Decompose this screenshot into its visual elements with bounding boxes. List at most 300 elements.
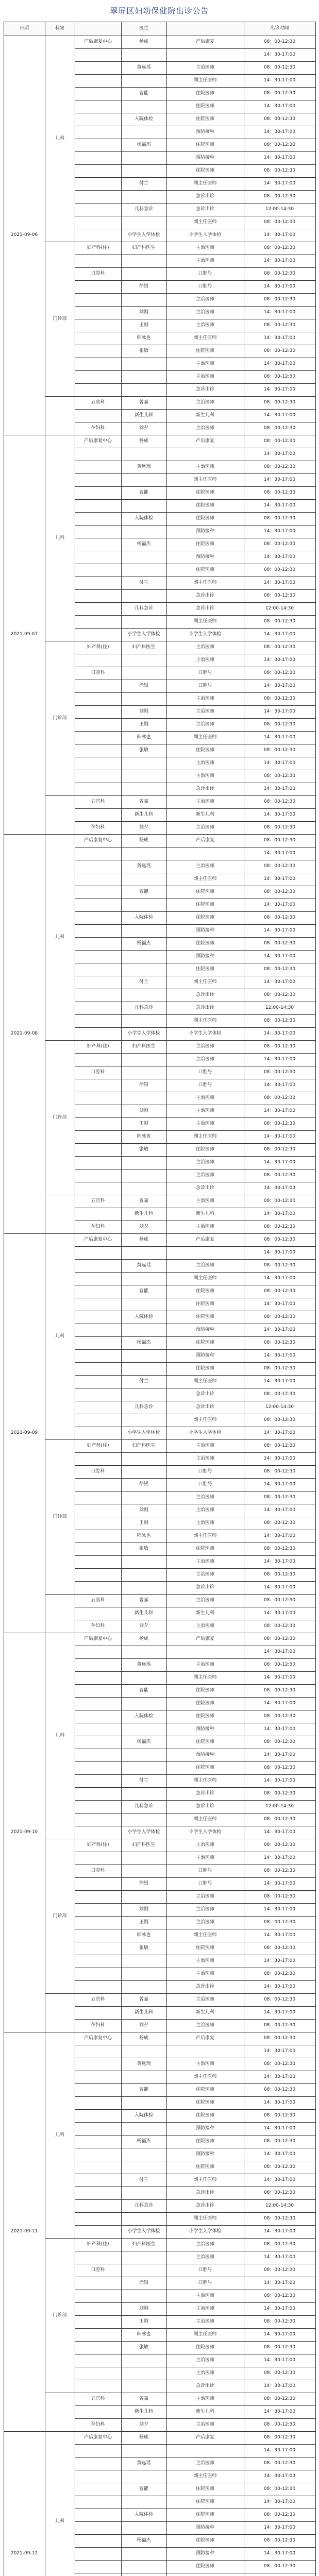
title-cell: 新生儿科	[166, 1208, 244, 1221]
time-cell: 14：30-17:00	[244, 358, 315, 371]
table-row	[4, 1440, 315, 1453]
time-cell	[244, 2573, 315, 2576]
title-cell: 口腔号	[166, 1066, 244, 1079]
doctor-cell: 杨福杰	[121, 139, 166, 152]
time-cell: 08：00-12:30	[244, 2432, 315, 2445]
time-cell: 08：00-12:30	[244, 822, 315, 835]
category-cell	[75, 2406, 121, 2419]
category-cell	[75, 1414, 121, 1427]
title-cell: 主治医师	[166, 1260, 244, 1273]
category-cell	[75, 2303, 121, 2316]
title-cell: 主治医师	[166, 1994, 244, 2007]
time-cell: 08：00-12:30	[244, 1041, 315, 1054]
title-cell: 主治医师	[166, 307, 244, 319]
doctor-cell: 徐银	[121, 680, 166, 693]
category-cell	[75, 1659, 121, 1672]
category-cell	[75, 307, 121, 319]
doctor-cell	[121, 2496, 166, 2509]
table-row	[4, 397, 315, 410]
title-cell: 主治医师	[166, 255, 244, 268]
doctor-cell: 杨成	[121, 1633, 166, 1646]
category-cell: 产后康复中心	[75, 36, 121, 49]
time-cell: 08：00-12:30	[244, 2419, 315, 2432]
dept-cell: 门诊部	[45, 641, 75, 796]
time-cell: 14：30-17:00	[244, 809, 315, 822]
doctor-cell	[121, 667, 166, 680]
doctor-cell	[121, 75, 166, 88]
time-cell: 08：00-12:30	[244, 2213, 315, 2226]
dept-cell: 儿科	[45, 835, 75, 1041]
doctor-cell: 王刚	[121, 1917, 166, 1929]
doctor-cell: 付兰	[121, 2174, 166, 2187]
doctor-cell	[121, 1324, 166, 1337]
title-cell: 住院医师	[166, 564, 244, 577]
category-cell	[75, 2496, 121, 2509]
table-row	[4, 1195, 315, 1208]
category-cell	[75, 2148, 121, 2161]
title-cell: 住院医师	[166, 113, 244, 126]
dept-cell	[45, 1595, 75, 1633]
title-cell: 主治医师	[166, 2290, 244, 2303]
title-cell: 主治医师	[166, 1221, 244, 1234]
title-cell: 主治医师	[166, 371, 244, 384]
category-cell	[75, 255, 121, 268]
doctor-cell	[121, 1968, 166, 1981]
title-cell: 急诊出诊	[166, 1002, 244, 1015]
table-row	[4, 2032, 315, 2045]
time-cell: 14：30-17:00	[244, 1105, 315, 1118]
category-cell	[75, 590, 121, 603]
doctor-cell: 刘夕	[121, 1620, 166, 1633]
category-cell	[75, 216, 121, 229]
doctor-cell	[121, 152, 166, 165]
category-cell	[75, 49, 121, 62]
title-cell: 住院医师	[166, 2535, 244, 2548]
time-cell: 14：30-17:00	[244, 2522, 315, 2535]
title-cell: 主治医师	[166, 860, 244, 873]
doctor-cell: 曹能	[121, 886, 166, 899]
doctor-cell	[121, 1672, 166, 1685]
doctor-cell	[121, 1066, 166, 1079]
time-cell: 08：00-12:30	[244, 590, 315, 603]
category-cell: 口腔科	[75, 667, 121, 680]
time-cell: 08：00-12:30	[244, 1015, 315, 1028]
category-cell	[75, 178, 121, 191]
doctor-cell	[121, 1157, 166, 1170]
title-cell: 预防接种	[166, 1749, 244, 1762]
category-cell	[75, 551, 121, 564]
time-cell: 08：00-12:30	[244, 938, 315, 951]
title-cell: 住院医师	[166, 88, 244, 100]
category-cell	[75, 744, 121, 757]
title-cell: 预防接种	[166, 1324, 244, 1337]
category-cell	[75, 783, 121, 796]
title-cell: 新生儿科	[166, 2406, 244, 2419]
title-cell: 住院医师	[166, 139, 244, 152]
time-cell: 08：00-12:30	[244, 2316, 315, 2329]
time-cell: 14：30-17:00	[244, 1182, 315, 1195]
doctor-cell: 小学生入学体检	[121, 229, 166, 242]
doctor-cell: 曾嘉	[121, 796, 166, 809]
doctor-cell: 徐银	[121, 2277, 166, 2290]
title-cell: 副主任医师	[166, 976, 244, 989]
title-cell: 主治医师	[166, 242, 244, 255]
doctor-cell: 儿科急诊	[121, 1002, 166, 1015]
category-cell	[75, 152, 121, 165]
time-cell: 12:00-14:30	[244, 1801, 315, 1814]
title-cell: 口腔号	[166, 1878, 244, 1891]
time-cell: 14：30-17:00	[244, 1298, 315, 1311]
time-cell: 14：30-17:00	[244, 2174, 315, 2187]
title-cell: 主治医师	[166, 1440, 244, 1453]
time-cell: 08：00-12:30	[244, 1440, 315, 1453]
doctor-cell	[121, 1015, 166, 1028]
doctor-cell: 妇产科医生	[121, 242, 166, 255]
time-cell: 08：00-12:30	[244, 36, 315, 49]
title-cell: 新生儿科	[166, 2007, 244, 2020]
doctor-cell: 王刚	[121, 1517, 166, 1530]
category-cell: 五官科	[75, 796, 121, 809]
title-cell: 主治医师	[166, 1620, 244, 1633]
category-cell	[75, 1376, 121, 1388]
doctor-cell: 入院体检	[121, 2110, 166, 2123]
doctor-cell: 徐银	[121, 1479, 166, 1492]
header-time: 出诊时间	[244, 22, 315, 36]
time-cell: 14：30-17:00	[244, 2470, 315, 2483]
title-cell: 住院医师	[166, 899, 244, 912]
doctor-cell	[121, 1646, 166, 1659]
time-cell: 12:00-14:30	[244, 603, 315, 616]
title-cell: 主治医师	[166, 1041, 244, 1054]
time-cell: 08：00-12:30	[244, 113, 315, 126]
title-cell: 住院医师	[166, 1543, 244, 1556]
doctor-cell	[121, 384, 166, 397]
category-cell	[75, 2251, 121, 2264]
title-cell: 主治医师	[166, 693, 244, 706]
category-cell	[75, 2045, 121, 2058]
doctor-cell: 小学生入学体检	[121, 1028, 166, 1041]
title-cell: 小学生入学体检	[166, 629, 244, 641]
doctor-cell: 儿科急诊	[121, 1401, 166, 1414]
title-cell: 住院医师	[166, 513, 244, 526]
time-cell: 14：30-17:00	[244, 255, 315, 268]
category-cell	[75, 1775, 121, 1788]
doctor-cell: 曾嘉	[121, 2393, 166, 2406]
dept-cell: 门诊部	[45, 1839, 75, 1994]
doctor-cell: 杨福杰	[121, 1337, 166, 1350]
time-cell: 08：00-12:30	[244, 191, 315, 204]
category-cell	[75, 1878, 121, 1891]
title-cell: 副主任医师	[166, 1414, 244, 1427]
doctor-cell	[121, 1388, 166, 1401]
title-cell: 主治医师	[166, 461, 244, 474]
title-cell: 预防接种	[166, 526, 244, 538]
time-cell: 08：00-12:30	[244, 1466, 315, 1479]
doctor-cell	[121, 448, 166, 461]
doctor-cell	[121, 1698, 166, 1710]
doctor-cell: 王刚	[121, 719, 166, 732]
title-cell: 副主任医师	[166, 2470, 244, 2483]
time-cell: 08：00-12:30	[244, 2020, 315, 2032]
time-cell: 14：30-17:00	[244, 307, 315, 319]
category-cell: 妇产科(住)	[75, 641, 121, 654]
time-cell: 08：00-12:30	[244, 165, 315, 178]
date-cell: 2021-09-07	[4, 435, 45, 835]
title-cell: 主治医师	[166, 1556, 244, 1569]
time-cell: 08：00-12:30	[244, 1195, 315, 1208]
category-cell	[75, 1723, 121, 1736]
time-cell: 08：00-12:30	[244, 2032, 315, 2045]
time-cell: 08：00-12:30	[244, 1917, 315, 1929]
category-cell	[75, 1698, 121, 1710]
category-cell	[75, 1607, 121, 1620]
time-cell: 14：30-17:00	[244, 2148, 315, 2161]
category-cell	[75, 1968, 121, 1981]
title-cell	[166, 448, 244, 461]
time-cell: 08：00-12:30	[244, 1569, 315, 1582]
time-cell: 08：00-12:30	[244, 2161, 315, 2174]
time-cell: 14：30-17:00	[244, 1350, 315, 1363]
doctor-cell: 儿科急诊	[121, 603, 166, 616]
category-cell	[75, 1079, 121, 1092]
time-cell: 14：30-17:00	[244, 680, 315, 693]
title-cell: 住院医师	[166, 1298, 244, 1311]
time-cell: 08：00-12:30	[244, 1260, 315, 1273]
time-cell: 14：30-17:00	[244, 1079, 315, 1092]
category-cell	[75, 1015, 121, 1028]
time-cell: 14：30-17:00	[244, 1131, 315, 1144]
category-cell	[75, 1170, 121, 1182]
title-cell: 急诊出诊	[166, 204, 244, 216]
title-cell: 主治医师	[166, 719, 244, 732]
date-cell: 2021-09-10	[4, 1633, 45, 2032]
category-cell	[75, 1569, 121, 1582]
category-cell	[75, 1852, 121, 1865]
doctor-cell	[121, 551, 166, 564]
time-cell: 14：30-17:00	[244, 1054, 315, 1066]
title-cell: 主治医师	[166, 757, 244, 770]
title-cell: 主治医师	[166, 1517, 244, 1530]
time-cell: 14：30-17:00	[244, 1852, 315, 1865]
title-cell: 住院医师	[166, 1710, 244, 1723]
category-cell	[75, 2226, 121, 2239]
dept-cell: 儿科	[45, 2032, 75, 2239]
category-cell	[75, 487, 121, 500]
time-cell: 08：00-12:30	[244, 1839, 315, 1852]
doctor-cell	[121, 2445, 166, 2458]
dept-cell	[45, 2393, 75, 2432]
doctor-cell	[121, 1788, 166, 1801]
time-cell: 14：30-17:00	[244, 783, 315, 796]
title-cell: 口腔号	[166, 1466, 244, 1479]
title-cell: 主治医师	[166, 2058, 244, 2071]
category-cell: 孕妇科	[75, 422, 121, 435]
doctor-cell	[121, 2071, 166, 2084]
doctor-cell	[121, 693, 166, 706]
doctor-cell: 入院体检	[121, 912, 166, 925]
time-cell: 14：30-17:00	[244, 49, 315, 62]
doctor-cell: 入院体检	[121, 113, 166, 126]
category-cell	[75, 1479, 121, 1492]
category-cell	[75, 809, 121, 822]
title-cell: 预防接种	[166, 126, 244, 139]
title-cell: 主治医师	[166, 1118, 244, 1131]
category-cell	[75, 2187, 121, 2200]
title-cell: 急诊出诊	[166, 1401, 244, 1414]
time-cell: 08：00-12:30	[244, 1633, 315, 1646]
doctor-cell: 杨成	[121, 2432, 166, 2445]
category-cell	[75, 1105, 121, 1118]
title-cell: 住院医师	[166, 345, 244, 358]
doctor-cell	[121, 1453, 166, 1466]
category-cell	[75, 2561, 121, 2573]
category-cell	[75, 1685, 121, 1698]
doctor-cell	[121, 358, 166, 371]
category-cell: 产后康复中心	[75, 1234, 121, 1247]
title-cell: 主治医师	[166, 1092, 244, 1105]
category-cell	[75, 1401, 121, 1414]
category-cell	[75, 1556, 121, 1569]
category-cell: 妇产科(住)	[75, 242, 121, 255]
time-cell: 14：30-17:00	[244, 2406, 315, 2419]
title-cell: 主治医师	[166, 1195, 244, 1208]
time-cell: 08：00-12:30	[244, 1865, 315, 1878]
time-cell: 14：30-17:00	[244, 1376, 315, 1388]
category-cell	[75, 2483, 121, 2496]
doctor-cell	[121, 1350, 166, 1363]
category-cell	[75, 345, 121, 358]
dept-cell: 儿科	[45, 435, 75, 641]
category-cell	[75, 1131, 121, 1144]
title-cell: 急诊出诊	[166, 1788, 244, 1801]
time-cell: 14：30-17:00	[244, 2445, 315, 2458]
title-cell: 副主任医师	[166, 1672, 244, 1685]
doctor-cell	[121, 2161, 166, 2174]
time-cell: 14：30-17:00	[244, 1427, 315, 1440]
doctor-cell	[121, 2123, 166, 2136]
title-cell: 副主任医师	[166, 1929, 244, 1942]
category-cell	[75, 281, 121, 294]
doctor-cell: 黄远瑶	[121, 1659, 166, 1672]
title-cell: 主治医师	[166, 2239, 244, 2251]
category-cell: 口腔科	[75, 1865, 121, 1878]
table-row	[4, 641, 315, 654]
doctor-cell: 入院体检	[121, 1311, 166, 1324]
title-cell: 口腔号	[166, 268, 244, 281]
time-cell: 08：00-12:30	[244, 1942, 315, 1955]
title-cell: 预防接种	[166, 551, 244, 564]
time-cell: 12:00-14:30	[244, 1002, 315, 1015]
category-cell	[75, 1672, 121, 1685]
title-cell: 副主任医师	[166, 1131, 244, 1144]
doctor-cell: 韩冰也	[121, 1131, 166, 1144]
title-cell: 产后康复	[166, 2032, 244, 2045]
doctor-cell: 新生儿科	[121, 1607, 166, 1620]
category-cell	[75, 461, 121, 474]
doctor-cell: 曹能	[121, 487, 166, 500]
time-cell: 08：00-12:30	[244, 1092, 315, 1105]
time-cell: 14：30-17:00	[244, 2329, 315, 2342]
title-cell: 副主任医师	[166, 2329, 244, 2342]
doctor-cell: 杨福杰	[121, 2535, 166, 2548]
time-cell: 08：00-12:30	[244, 1814, 315, 1826]
time-cell: 08：00-12:30	[244, 1311, 315, 1324]
title-cell: 口腔号	[166, 2264, 244, 2277]
doctor-cell	[121, 1955, 166, 1968]
time-cell: 08：00-12:30	[244, 1762, 315, 1775]
title-cell: 主治医师	[166, 1659, 244, 1672]
title-cell: 住院医师	[166, 1698, 244, 1710]
time-cell: 14：30-17:00	[244, 410, 315, 422]
doctor-cell	[121, 2290, 166, 2303]
time-cell: 08：00-12:30	[244, 2393, 315, 2406]
time-cell: 08：00-12:30	[244, 1685, 315, 1698]
category-cell	[75, 1273, 121, 1285]
category-cell	[75, 1749, 121, 1762]
time-cell: 14：30-17:00	[244, 2097, 315, 2110]
title-cell	[166, 1247, 244, 1260]
title-cell: 住院医师	[166, 2084, 244, 2097]
title-cell: 主治医师	[166, 62, 244, 75]
title-cell: 主治医师	[166, 1569, 244, 1582]
date-cell: 2021-09-12	[4, 2432, 45, 2576]
category-cell: 孕妇科	[75, 1620, 121, 1633]
time-cell: 14：30-17:00	[244, 2123, 315, 2136]
category-cell	[75, 513, 121, 526]
title-cell: 副主任医师	[166, 1015, 244, 1028]
header-dept: 科室	[45, 22, 75, 36]
title-cell: 小学生入学体检	[166, 229, 244, 242]
time-cell: 08：00-12:30	[244, 989, 315, 1002]
time-cell: 08：00-12:30	[244, 268, 315, 281]
doctor-cell	[121, 1814, 166, 1826]
doctor-cell: 杨福杰	[121, 1736, 166, 1749]
time-cell: 14：30-17:00	[244, 229, 315, 242]
time-cell: 08：00-12:30	[244, 216, 315, 229]
time-cell: 08：00-12:30	[244, 1118, 315, 1131]
dept-cell: 门诊部	[45, 1440, 75, 1595]
table-row	[4, 36, 315, 49]
title-cell: 副主任医师	[166, 577, 244, 590]
doctor-cell: 刘刚	[121, 1904, 166, 1917]
category-cell: 孕妇科	[75, 2020, 121, 2032]
doctor-cell: 杨福杰	[121, 2136, 166, 2148]
doctor-cell	[121, 2251, 166, 2264]
time-cell: 08：00-12:30	[244, 1788, 315, 1801]
title-cell: 主治医师	[166, 1453, 244, 1466]
doctor-cell: 小学生入学体检	[121, 1826, 166, 1839]
title-cell: 住院医师	[166, 2097, 244, 2110]
title-cell: 副主任医师	[166, 216, 244, 229]
time-cell: 08：00-12:30	[244, 1994, 315, 2007]
title-cell: 主治医师	[166, 1955, 244, 1968]
category-cell	[75, 951, 121, 963]
dept-cell: 门诊部	[45, 2239, 75, 2393]
time-cell: 08：00-12:30	[244, 422, 315, 435]
doctor-cell	[121, 2187, 166, 2200]
category-cell	[75, 1285, 121, 1298]
category-cell	[75, 126, 121, 139]
doctor-cell: 徐银	[121, 281, 166, 294]
doctor-cell: 付兰	[121, 976, 166, 989]
category-cell	[75, 989, 121, 1002]
title-cell: 主治医师	[166, 1595, 244, 1607]
time-cell: 08：00-12:30	[244, 1234, 315, 1247]
time-cell: 08：00-12:30	[244, 2058, 315, 2071]
time-cell: 14：30-17:00	[244, 848, 315, 860]
category-cell	[75, 2329, 121, 2342]
doctor-cell: 付兰	[121, 577, 166, 590]
